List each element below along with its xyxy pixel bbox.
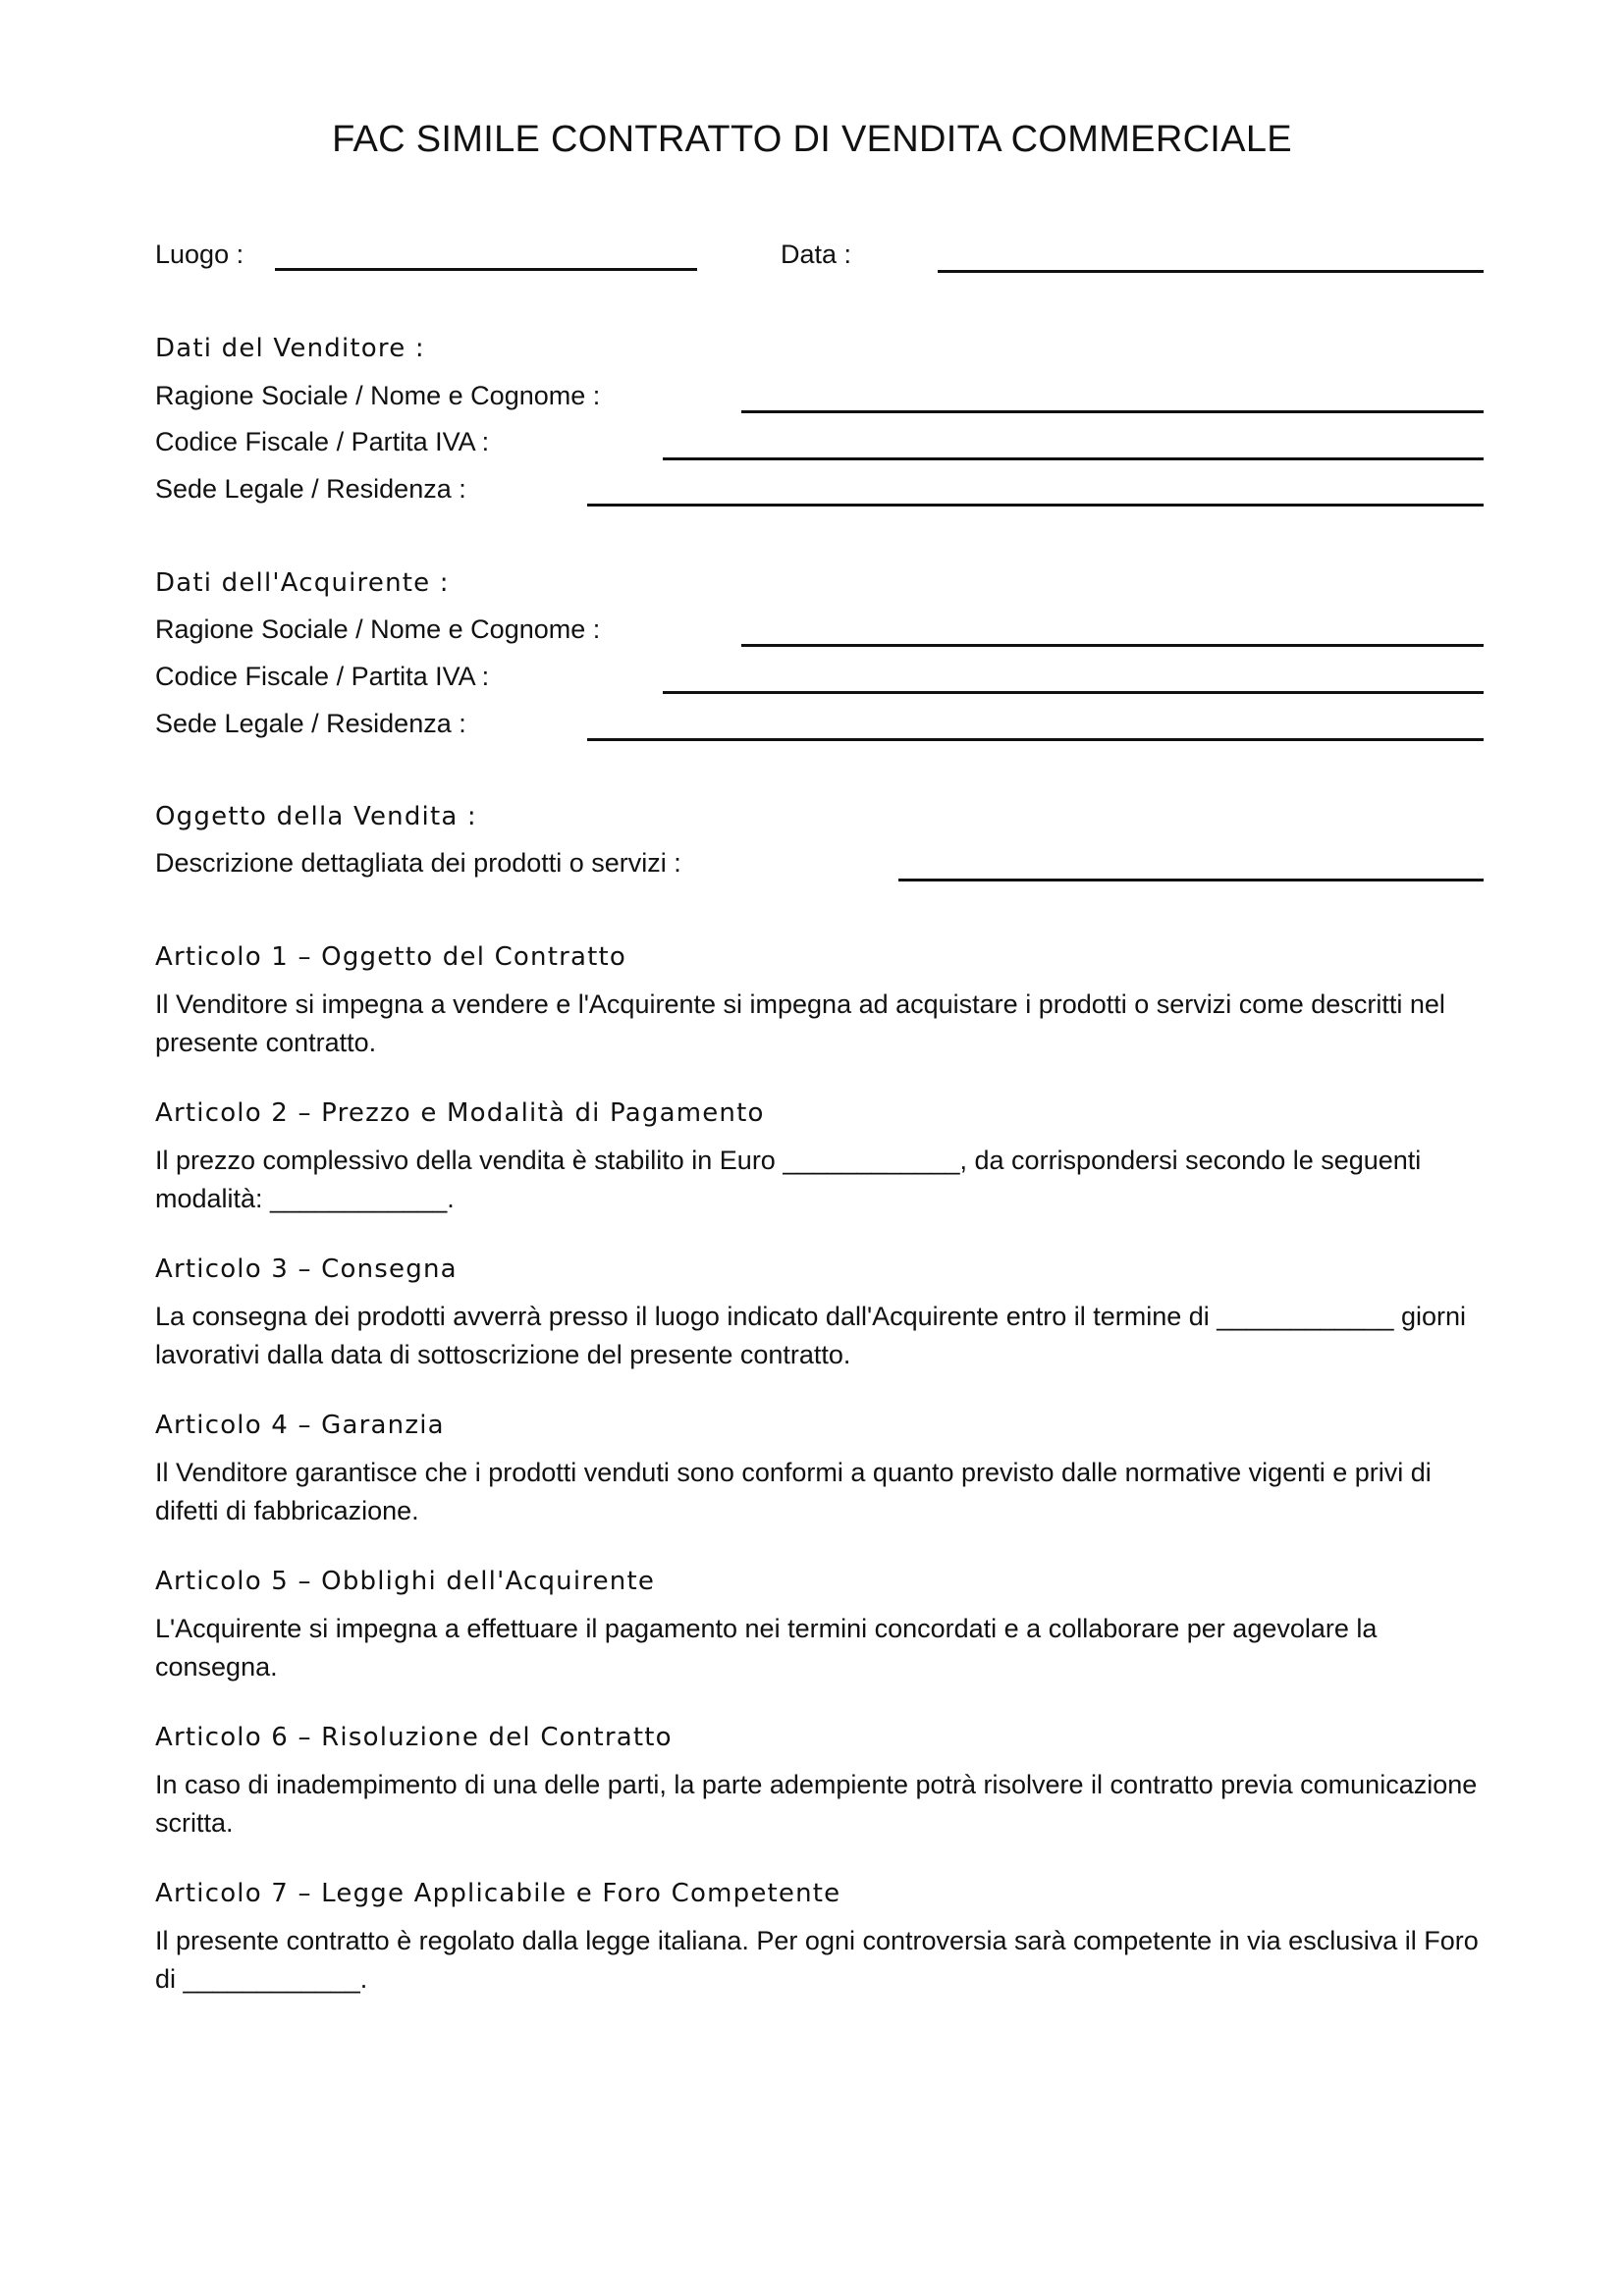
article-6-text: In caso di inadempimento di una delle parti, la parte adempiente potrà risolvere il contratto previa comunicazione scritta. [155,1770,1478,1838]
article-3-text: La consegna dei prodotti avverrà presso il luogo indicato dall'Acquirente entro il termine di ____________ giorni lavorativi dalla data di sottoscrizione del presente contratto. [155,1302,1467,1369]
venditore-sede-field[interactable] [587,504,1484,507]
article-1-text: Il Venditore si impegna a vendere e l'Acquirente si impegna ad acquistare i prodotti o servizi come descritti nel presente contratto. [155,989,1445,1057]
article-7-heading: Articolo 7 – Legge Applicabile e Foro Competente [155,1879,841,1908]
venditore-heading: Dati del Venditore : [155,334,425,363]
article-6-heading: Articolo 6 – Risoluzione del Contratto [155,1723,673,1752]
acquirente-sede-field[interactable] [587,738,1484,741]
article-5-text: L'Acquirente si impegna a effettuare il pagamento nei termini concordati e a collaborare per agevolare la consegna. [155,1614,1378,1682]
acquirente-ragione-label: Ragione Sociale / Nome e Cognome : [155,614,601,644]
article-5-heading: Articolo 5 – Obblighi dell'Acquirente [155,1567,656,1596]
data-label: Data : [781,240,852,269]
article-2-text: Il prezzo complessivo della vendita è stabilito in Euro ____________, da corrispondersi secondo le seguenti modalità: ____________. [155,1146,1422,1213]
venditore-codice-field[interactable] [663,457,1484,460]
acquirente-codice-label: Codice Fiscale / Partita IVA : [155,662,490,691]
document-title: FAC SIMILE CONTRATTO DI VENDITA COMMERCIALE [332,119,1292,160]
venditore-ragione-field[interactable] [741,410,1484,413]
acquirente-heading: Dati dell'Acquirente : [155,568,450,598]
luogo-label: Luogo : [155,240,244,269]
acquirente-sede-label: Sede Legale / Residenza : [155,709,466,738]
acquirente-codice-field[interactable] [663,691,1484,694]
data-field[interactable] [938,270,1484,273]
descrizione-label: Descrizione dettagliata dei prodotti o servizi : [155,848,681,878]
article-2-heading: Articolo 2 – Prezzo e Modalità di Pagamento [155,1098,765,1128]
article-7-text: Il presente contratto è regolato dalla legge italiana. Per ogni controversia sarà competente in via esclusiva il Foro di ____________. [155,1926,1479,1994]
luogo-field[interactable] [275,268,697,271]
article-4-heading: Articolo 4 – Garanzia [155,1411,445,1440]
descrizione-field[interactable] [898,879,1484,881]
article-3-heading: Articolo 3 – Consegna [155,1255,458,1284]
article-4-text: Il Venditore garantisce che i prodotti venduti sono conformi a quanto previsto dalle normative vigenti e privi di difetti di fabbricazione. [155,1458,1432,1525]
venditore-sede-label: Sede Legale / Residenza : [155,474,466,504]
venditore-ragione-label: Ragione Sociale / Nome e Cognome : [155,381,601,410]
acquirente-ragione-field[interactable] [741,644,1484,647]
oggetto-heading: Oggetto della Vendita : [155,802,477,831]
venditore-codice-label: Codice Fiscale / Partita IVA : [155,427,490,456]
article-1-heading: Articolo 1 – Oggetto del Contratto [155,942,627,972]
